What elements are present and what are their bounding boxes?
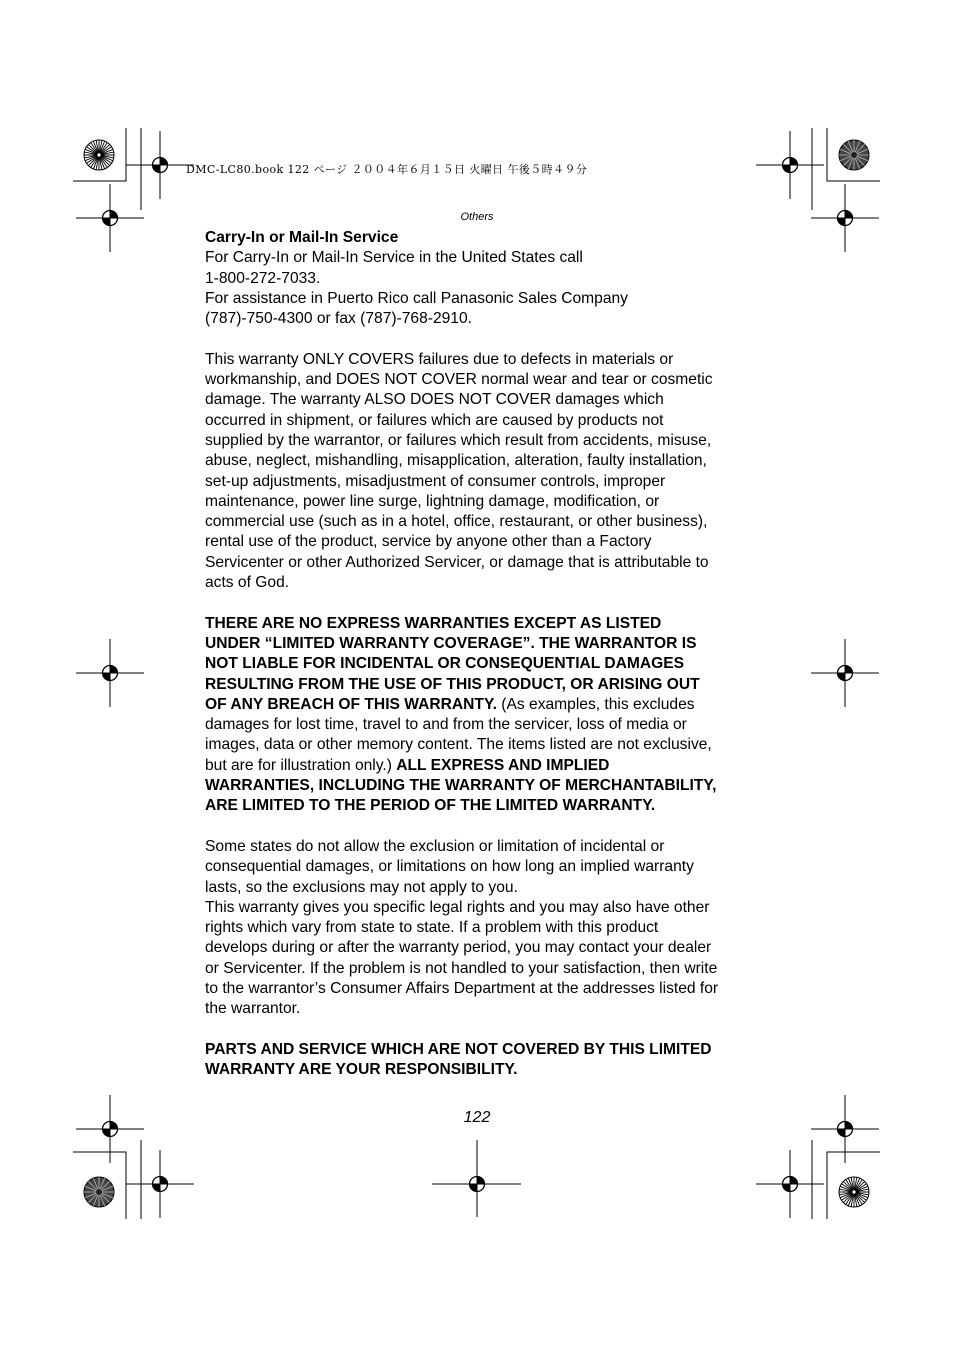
text-line: occurred in shipment, or failures which are caused by products not [205,411,664,429]
text-line: This warranty ONLY COVERS failures due to defects in materials or [205,350,674,368]
carry-in-line: For Carry-In or Mail-In Service in the United States call [205,249,583,267]
text-line: Servicenter or other Authorized Servicer, or damage that is attributable to [205,553,709,571]
text-line: damage. The warranty ALSO DOES NOT COVER damages which [205,391,664,409]
text-line: NOT LIABLE FOR INCIDENTAL OR CONSEQUENTIAL DAMAGES [205,655,685,673]
puerto-rico-phone: (787)-750-4300 or fax (787)-768-2910. [205,310,472,328]
parts-notice [205,1040,753,1081]
text-line: set-up adjustments, misadjustment of consumer controls, improper [205,472,666,490]
text-line: ARE LIMITED TO THE PERIOD OF THE LIMITED WARRANTY. [205,797,656,815]
text-line: THERE ARE NO EXPRESS WARRANTIES EXCEPT AS LISTED [205,614,662,632]
text-line: PARTS AND SERVICE WHICH ARE NOT COVERED BY THIS LIMITED [205,1040,712,1058]
states-paragraph [205,837,753,1020]
text-line: rental use of the product, service by anyone other than a Factory [205,533,652,551]
normal-run: but are for illustration only.) [205,756,397,774]
bold-run: OF ANY BREACH OF THIS WARRANTY. [205,695,497,713]
section-label: Others [460,211,494,223]
print-file-header: DMC-LC80.book 122 ページ ２００４年６月１５日 火曜日 午後５時４９分 [186,163,588,176]
page-number: 122 [463,1109,491,1126]
text-line: to the warrantor’s Consumer Affairs Department at the addresses listed for [205,979,719,997]
text-line: consequential damages, or limitations on how long an implied warranty [205,858,694,876]
text-line: lasts, so the exclusions may not apply to you. [205,878,518,896]
coverage-paragraph [205,350,753,594]
text-line: maintenance, power line surge, lightning damage, modification, or [205,492,660,510]
text-line: damages for lost time, travel to and from the servicer, loss of media or [205,716,687,734]
text-line: rights which vary from state to state. If a problem with this product [205,919,659,937]
carry-in-heading: Carry-In or Mail-In Service [205,229,399,246]
text-line [205,695,753,715]
bold-run: ALL EXPRESS AND IMPLIED [396,756,610,774]
text-line: WARRANTY ARE YOUR RESPONSIBILITY. [205,1061,518,1079]
text-line: workmanship, and DOES NOT COVER normal wear and tear or cosmetic [205,371,713,389]
text-line: supplied by the warrantor, or failures which result from accidents, misuse, [205,431,712,449]
text-line: abuse, neglect, mishandling, misapplication, alteration, faulty installation, [205,452,707,470]
text-line: or Servicenter. If the problem is not handled to your satisfaction, then write [205,959,718,977]
disclaimer-paragraph [205,614,753,817]
text-line: images, data or other memory content. The items listed are not exclusive, [205,736,712,754]
carry-in-phone: 1-800-272-7033. [205,269,321,287]
text-line: commercial use (such as in a hotel, office, restaurant, or other business), [205,513,708,531]
normal-run: (As examples, this excludes [496,695,695,713]
text-line: acts of God. [205,574,290,592]
text-line: the warrantor. [205,1000,301,1018]
text-line: develops during or after the warranty period, you may contact your dealer [205,939,712,957]
text-line: WARRANTIES, INCLUDING THE WARRANTY OF MERCHANTABILITY, [205,777,717,795]
text-line: RESULTING FROM THE USE OF THIS PRODUCT, OR ARISING OUT [205,675,700,693]
puerto-rico-line: For assistance in Puerto Rico call Panasonic Sales Company [205,289,628,307]
text-line: Some states do not allow the exclusion or limitation of incidental or [205,837,665,855]
text-line [205,756,753,776]
text-line: This warranty gives you specific legal rights and you may also have other [205,898,710,916]
warranty-content [205,228,753,1080]
text-line: UNDER “LIMITED WARRANTY COVERAGE”. THE WARRANTOR IS [205,634,697,652]
